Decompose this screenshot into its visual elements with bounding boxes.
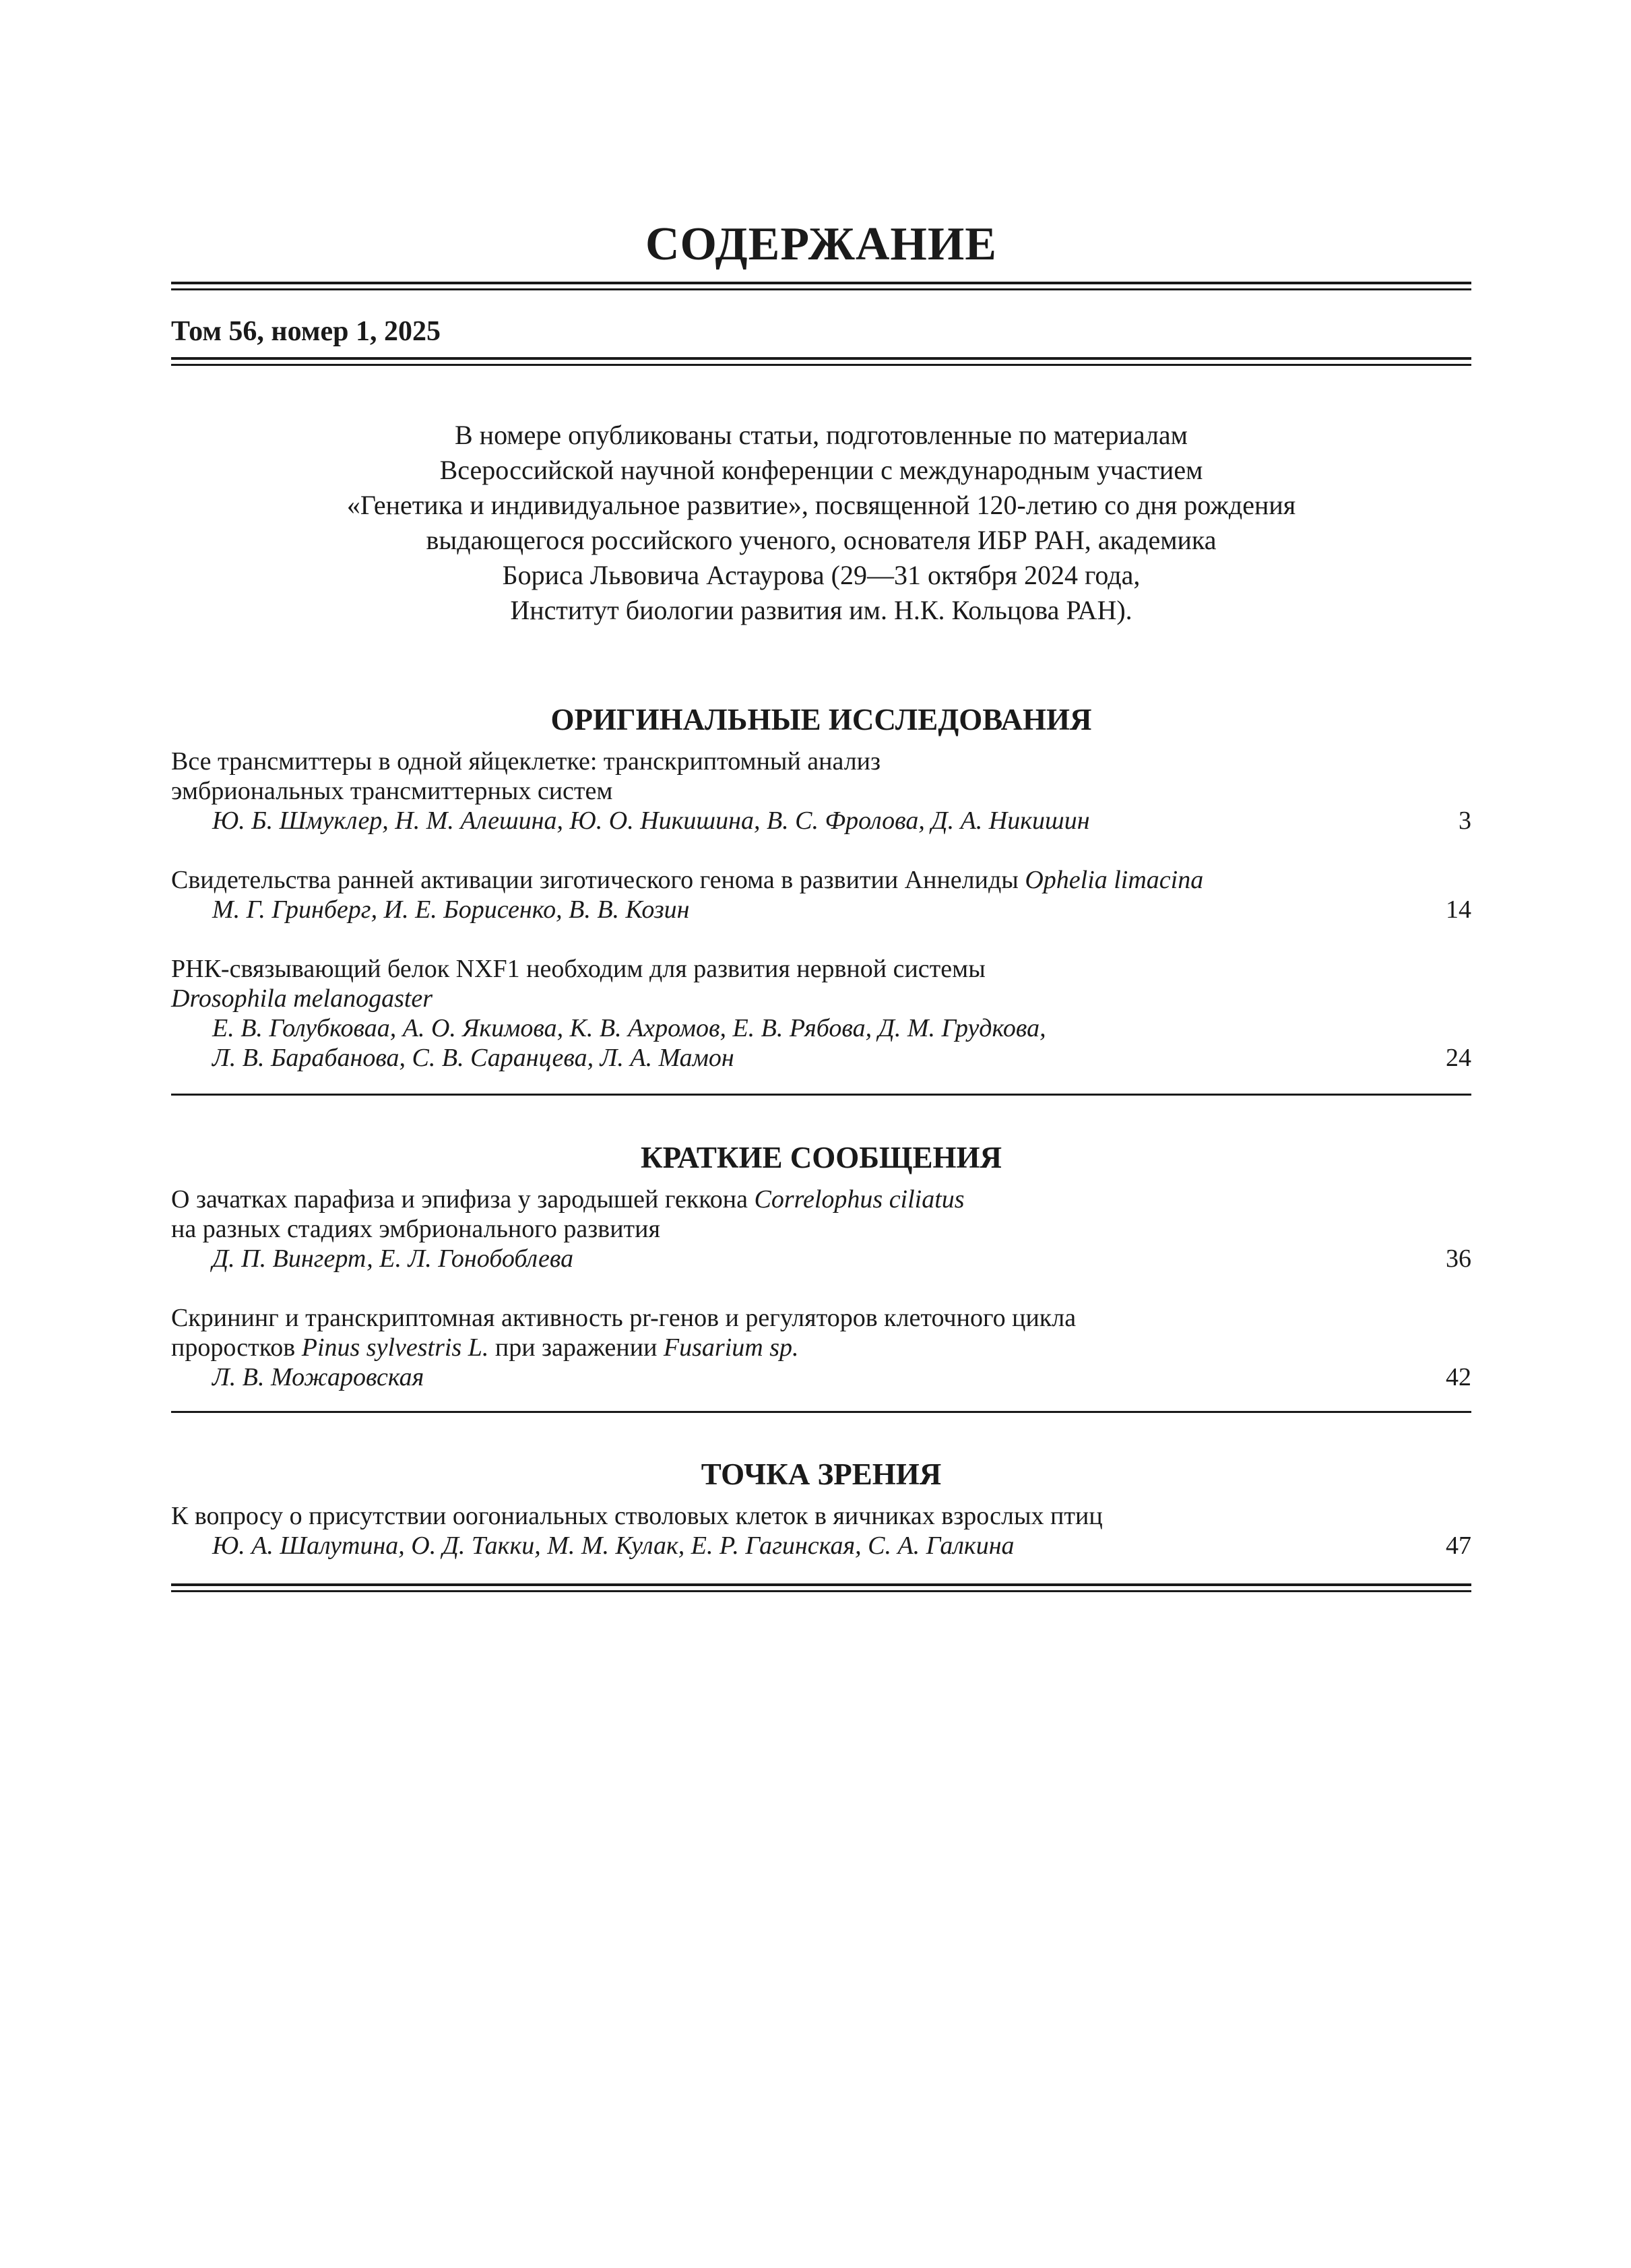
page-title: СОДЕРЖАНИЕ xyxy=(645,218,997,270)
intro-line: Институт биологии развития им. Н.К. Кольцова РАН). xyxy=(510,595,1132,625)
species-name: Fusarium sp. xyxy=(663,1333,799,1362)
article-title-line: РНК-связывающий белок NXF1 необходим для развития нервной системы xyxy=(171,955,986,983)
title-text: при заражении xyxy=(488,1333,664,1362)
intro-paragraph xyxy=(171,418,1471,628)
article-authors xyxy=(171,1043,1471,1073)
intro-line: «Генетика и индивидуальное развитие», посвященной 120-летию со дня рождения xyxy=(346,490,1296,520)
article-authors xyxy=(171,895,1471,924)
article-title-line: Скрининг и транскриптомная активность pr-генов и регуляторов клеточного цикла xyxy=(171,1304,1077,1332)
title-text: проростков xyxy=(171,1333,302,1362)
page-number: 47 xyxy=(1446,1532,1471,1560)
article-authors xyxy=(171,1244,1471,1273)
article-authors xyxy=(171,1362,1471,1392)
page-number: 14 xyxy=(1446,895,1471,924)
toc-entry-6[interactable] xyxy=(171,1501,1471,1561)
page-number: 36 xyxy=(1446,1245,1471,1273)
toc-entry-3[interactable] xyxy=(171,954,1471,1073)
article-authors xyxy=(171,1013,1471,1043)
species-name: Ophelia limacina xyxy=(1025,866,1204,894)
issue-rule-1 xyxy=(171,357,1471,360)
issue-label: Том 56, номер 1, 2025 xyxy=(171,316,441,347)
section-title-point-of-view: ТОЧКА ЗРЕНИЯ xyxy=(701,1457,942,1491)
article-title-line xyxy=(171,1185,1471,1214)
authors-line: Е. В. Голубковаа, А. О. Якимова, К. В. Ахромов, Е. В. Рябова, Д. М. Грудкова, xyxy=(212,1014,1046,1042)
section-divider xyxy=(171,1411,1471,1413)
authors-line: Л. В. Можаровская xyxy=(212,1363,424,1391)
article-title-line: на разных стадиях эмбрионального развития xyxy=(171,1215,660,1243)
authors-line: Л. В. Барабанова, С. В. Саранцева, Л. А. Мамон xyxy=(212,1044,734,1072)
issue-rule-2 xyxy=(171,364,1471,366)
section-title-short-communications: КРАТКИЕ СООБЩЕНИЯ xyxy=(640,1141,1002,1174)
authors-line: М. Г. Гринберг, И. Е. Борисенко, В. В. Козин xyxy=(212,895,690,924)
intro-line: Всероссийской научной конференции с международным участием xyxy=(439,455,1203,485)
article-title-line xyxy=(171,1333,1471,1362)
authors-line: Ю. Б. Шмуклер, Н. М. Алешина, Ю. О. Никишина, В. С. Фролова, Д. А. Никишин xyxy=(212,807,1090,835)
species-name: Drosophila melanogaster xyxy=(171,984,433,1013)
end-rule-2 xyxy=(171,1590,1471,1592)
article-authors xyxy=(171,806,1471,836)
intro-line: В номере опубликованы статьи, подготовленные по материалам xyxy=(454,420,1188,450)
article-title-line xyxy=(171,865,1471,895)
toc-entry-1[interactable] xyxy=(171,747,1471,836)
toc-entry-2[interactable] xyxy=(171,865,1471,924)
section-title-original-research: ОРИГИНАЛЬНЫЕ ИССЛЕДОВАНИЯ xyxy=(550,703,1092,736)
page-number: 24 xyxy=(1446,1044,1471,1072)
toc-entry-4[interactable] xyxy=(171,1185,1471,1273)
article-title-line: Все трансмиттеры в одной яйцеклетке: транскриптомный анализ xyxy=(171,747,881,776)
article-authors xyxy=(171,1531,1471,1561)
authors-line: Д. П. Вингерт, Е. Л. Гонобоблева xyxy=(212,1245,574,1273)
article-title-line: эмбриональных трансмиттерных систем xyxy=(171,777,613,805)
section-divider xyxy=(171,1094,1471,1096)
title-text: Свидетельства ранней активации зиготического генома в развитии Аннелиды xyxy=(171,866,1025,894)
intro-line: выдающегося российского ученого, основателя ИБР РАН, академика xyxy=(426,525,1217,555)
title-rule-2 xyxy=(171,288,1471,290)
title-rule-1 xyxy=(171,282,1471,284)
species-name: Pinus sylvestris L. xyxy=(301,1333,489,1362)
toc-entry-5[interactable] xyxy=(171,1303,1471,1392)
intro-line: Бориса Львовича Астаурова (29—31 октября 2024 года, xyxy=(502,560,1141,590)
species-name: Correlophus ciliatus xyxy=(754,1185,965,1214)
page-number: 42 xyxy=(1446,1363,1471,1391)
page-number: 3 xyxy=(1459,807,1471,835)
title-text: О зачатках парафиза и эпифиза у зародышей геккона xyxy=(171,1185,755,1214)
article-title-line: К вопросу о присутствии оогониальных стволовых клеток в яичниках взрослых птиц xyxy=(171,1502,1103,1530)
end-rule-1 xyxy=(171,1583,1471,1586)
authors-line: Ю. А. Шалутина, О. Д. Такки, М. М. Кулак, Е. Р. Гагинская, С. А. Галкина xyxy=(212,1532,1015,1560)
